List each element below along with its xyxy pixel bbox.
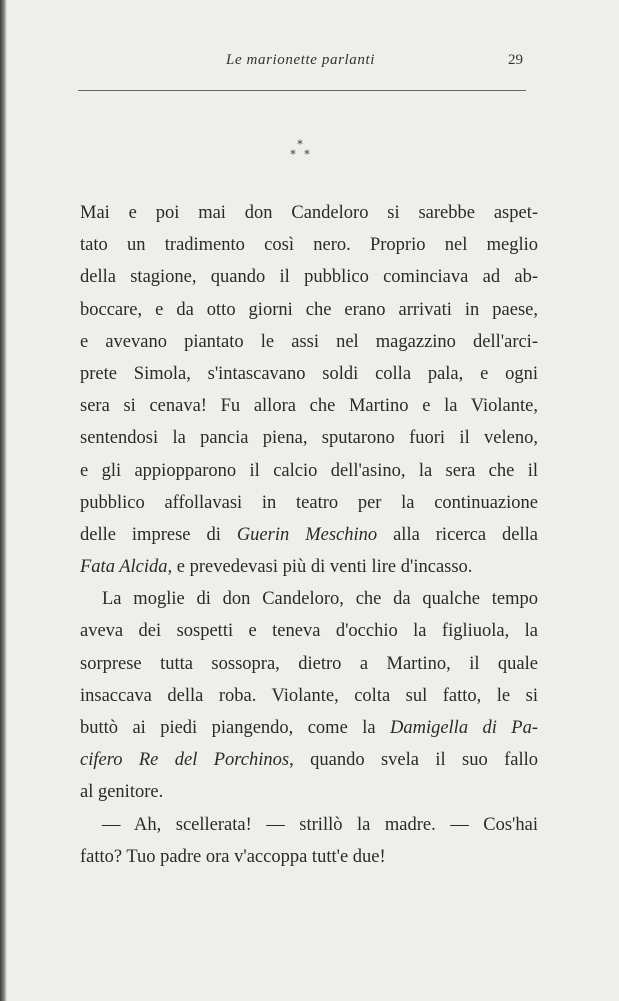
- text-line: [80, 776, 538, 808]
- body-text: [80, 197, 538, 873]
- text-line: [80, 294, 538, 326]
- italic-title-fragment: Guerin Meschino: [236, 524, 378, 545]
- text-fragment: aveva dei sospetti e teneva d'occhio la figliuola, la: [80, 621, 538, 642]
- text-line: [80, 358, 538, 390]
- text-fragment: e gli appiopparono il calcio dell'asino, la sera che il: [80, 460, 538, 481]
- italic-title-fragment: Damigella di Pa-: [389, 718, 538, 738]
- text-line: [80, 744, 538, 776]
- text-line: [80, 326, 538, 358]
- text-line: [80, 197, 538, 229]
- text-line: [80, 648, 538, 680]
- text-line: [80, 615, 538, 647]
- text-fragment: insaccava della roba. Violante, colta sul fatto, le si: [80, 685, 538, 706]
- running-title: Le marionette parlanti: [226, 52, 376, 68]
- text-line: [80, 487, 538, 519]
- header-rule: [78, 90, 526, 91]
- text-fragment: alla ricerca della: [377, 524, 538, 545]
- page-number: 29: [508, 52, 523, 68]
- text-fragment: La moglie di don Candeloro, che da qualche tempo: [102, 589, 538, 610]
- text-fragment: , quando svela il suo fallo: [289, 750, 538, 771]
- svg-text:*: *: [304, 148, 310, 161]
- text-fragment: sera si cenava! Fu allora che Martino e la Violante,: [80, 396, 538, 417]
- italic-title-fragment: Fata Alcida,: [80, 557, 173, 578]
- text-line: [80, 455, 538, 487]
- text-fragment: boccare, e da otto giorni che erano arrivati in paese,: [80, 299, 538, 320]
- text-line: [80, 261, 538, 293]
- asterism-icon: [280, 136, 320, 166]
- text-line: [80, 229, 538, 261]
- text-fragment: prete Simola, s'intascavano soldi colla pala, e ogni: [80, 363, 538, 384]
- svg-text:*: *: [297, 138, 303, 151]
- text-line: [80, 583, 538, 615]
- running-head: [0, 52, 619, 76]
- italic-title-fragment: cifero Re del Porchinos: [80, 750, 290, 771]
- text-line: [80, 809, 538, 841]
- text-line: [80, 841, 538, 873]
- text-line: [80, 551, 538, 583]
- page-left-edge-shadow: [0, 0, 7, 1001]
- text-fragment: della stagione, quando il pubblico cominciava ad ab-: [80, 267, 538, 288]
- svg-text:*: *: [290, 148, 296, 161]
- text-fragment: e prevedevasi più di venti lire d'incasso.: [172, 557, 473, 578]
- text-fragment: tato un tradimento così nero. Proprio nel meglio: [80, 235, 538, 256]
- text-fragment: e avevano piantato le assi nel magazzino dell'arci-: [80, 331, 538, 352]
- text-fragment: Mai e poi mai don Candeloro si sarebbe aspet-: [80, 203, 538, 223]
- text-fragment: al genitore.: [80, 782, 164, 803]
- text-fragment: sentendosi la pancia piena, sputarono fuori il veleno,: [80, 428, 538, 449]
- text-fragment: fatto? Tuo padre ora v'accoppa tutt'e due!: [80, 846, 386, 867]
- text-line: [80, 712, 538, 744]
- text-fragment: — Ah, scellerata! — strillò la madre. — Cos'hai: [102, 814, 538, 835]
- text-fragment: sorprese tutta sossopra, dietro a Martino, il quale: [80, 653, 538, 674]
- text-line: [80, 422, 538, 454]
- text-fragment: delle imprese di: [80, 524, 237, 545]
- text-line: [80, 680, 538, 712]
- text-fragment: buttò ai piedi piangendo, come la: [80, 718, 390, 738]
- text-fragment: pubblico affollavasi in teatro per la continuazione: [80, 492, 538, 513]
- text-line: [80, 519, 538, 551]
- text-line: [80, 390, 538, 422]
